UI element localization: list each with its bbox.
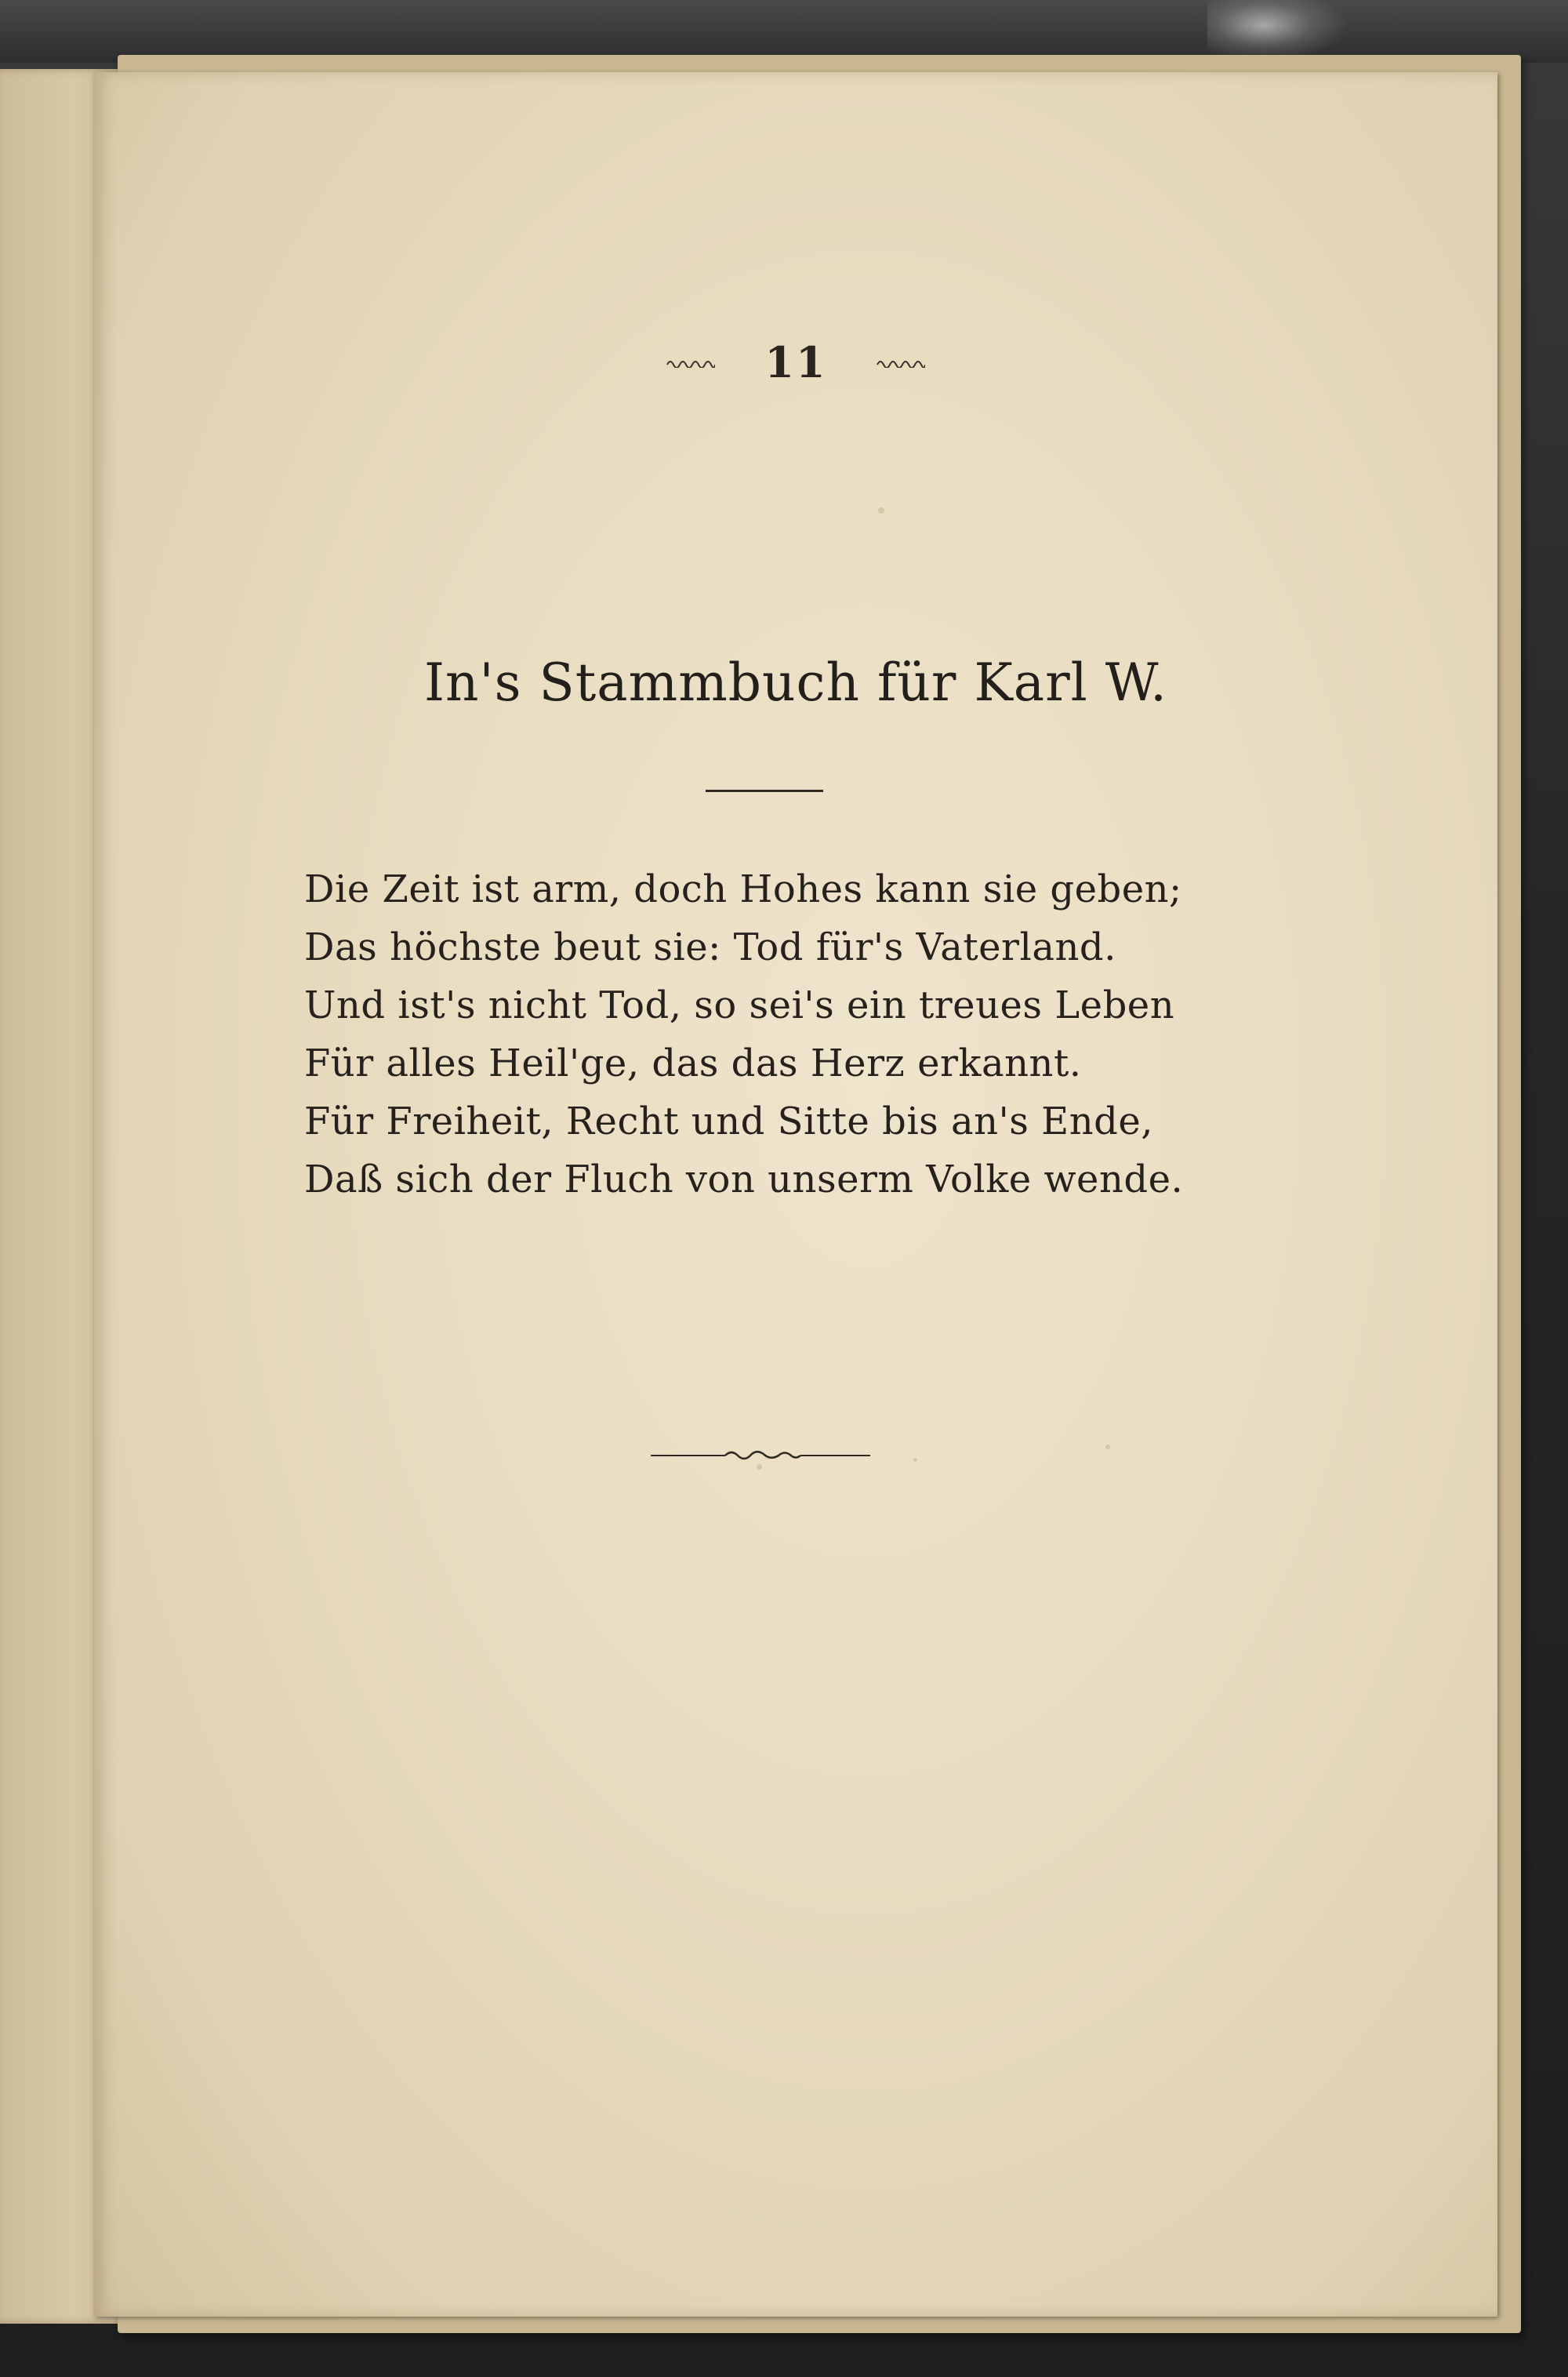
foxing-spot bbox=[913, 1458, 917, 1462]
foxing-spot bbox=[1105, 1445, 1110, 1449]
end-ornament-icon bbox=[651, 1446, 870, 1465]
poem-line: Und ist's nicht Tod, so sei's ein treues Leben bbox=[304, 983, 1175, 1027]
page-number: 11 bbox=[764, 337, 827, 387]
book-page bbox=[94, 72, 1497, 2317]
poem-line: Für alles Heil'ge, das das Herz erkannt. bbox=[304, 1041, 1082, 1085]
foxing-spot bbox=[878, 507, 884, 514]
poem-title: In's Stammbuch für Karl W. bbox=[423, 652, 1168, 713]
plastic-glare bbox=[1207, 0, 1348, 63]
page-number-header bbox=[94, 337, 1497, 387]
poem-line: Daß sich der Fluch von unserm Volke wende. bbox=[304, 1158, 1184, 1201]
title-divider bbox=[706, 790, 823, 792]
poem-line: Das höchste beut sie: Tod für's Vaterland. bbox=[304, 925, 1116, 969]
poem-line: Für Freiheit, Recht und Sitte bis an's Ende, bbox=[304, 1099, 1154, 1143]
wave-ornament-right-icon bbox=[877, 357, 925, 368]
foxing-spot bbox=[757, 1464, 762, 1470]
poem-body bbox=[304, 860, 1323, 1208]
poem-line: Die Zeit ist arm, doch Hohes kann sie geben; bbox=[304, 867, 1182, 911]
wave-ornament-left-icon bbox=[666, 357, 715, 368]
